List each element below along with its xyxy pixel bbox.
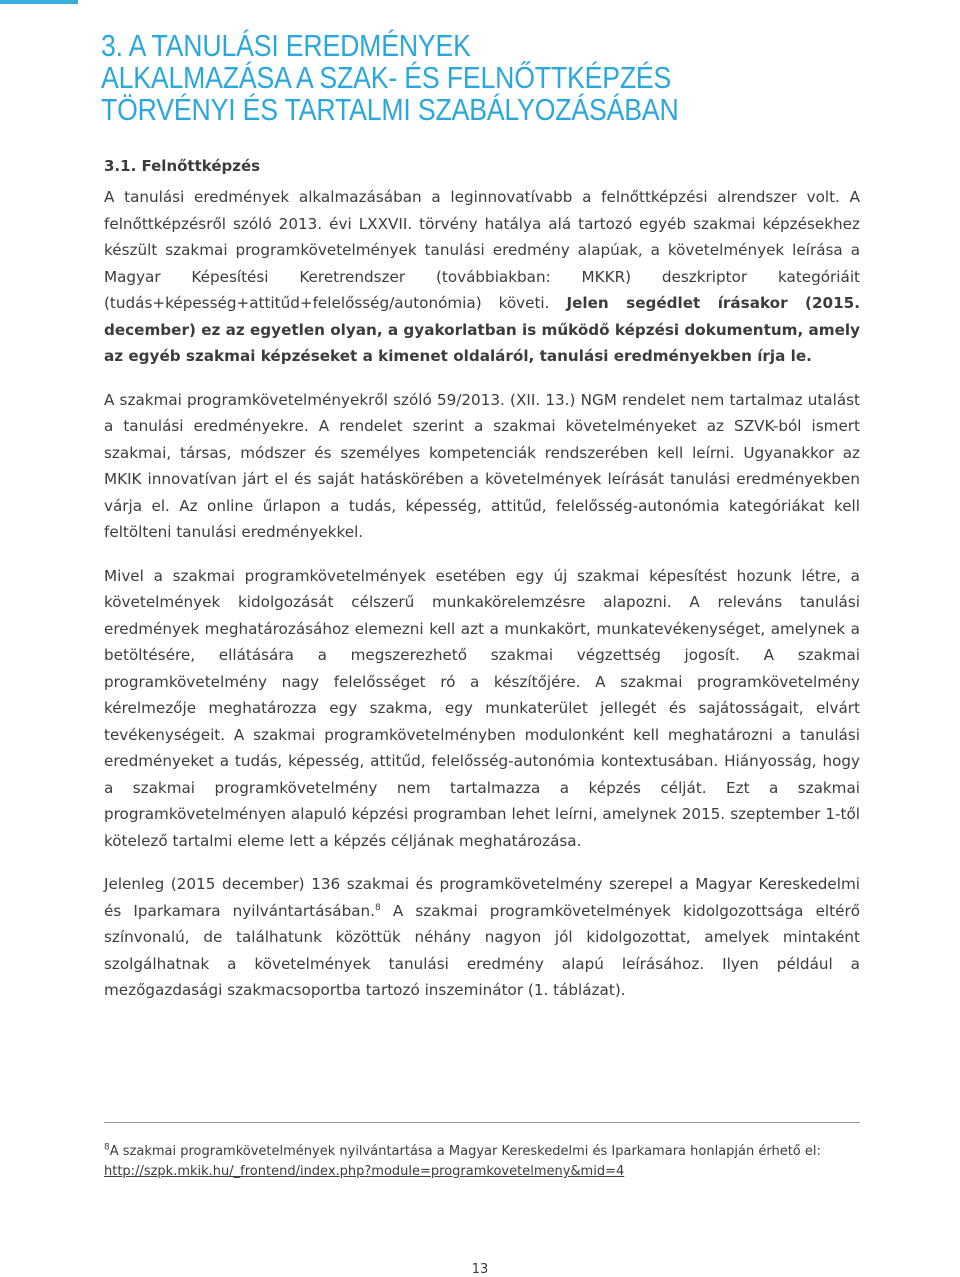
chapter-title [101, 30, 806, 126]
paragraph-4 [104, 871, 860, 1004]
footnote [104, 1142, 864, 1182]
footnote-number: 8 [104, 1142, 110, 1153]
paragraph-4-text-b: A szakmai programkövetelmények kidolgozottsága eltérő színvonalú, de találhatunk közöttük néhány nagyon jól kidolgozottat, amelyek mintaként szolgálhatnak a követelmények tanulási eredmény alapú leírásához. Ilyen például a mezőgazdasági szakmacsoportba tartozó inszeminátor (1. táblázat). [104, 901, 860, 999]
page-number: 13 [471, 1262, 489, 1277]
footnote-divider [104, 1122, 860, 1123]
paragraph-1-bold-text: Jelen segédlet írásakor (2015. december) ez az egyetlen olyan, a gyakorlatban is működő képzési dokumentum, amely az egyéb szakmai képzéseket a kimenet oldaláról, tanulási eredményekben írja le. [104, 294, 861, 365]
paragraph-3: Mivel a szakmai programkövetelmények esetében egy új szakmai képesítést hozunk létre, a követelmények kidolgozását célszerű munkakörelemzésre alapozni. A releváns tanulási eredmények meghatározásához elemezni kell azt a munkakört, munkatevékenységet, amelynek a betöltésére, ellátására a megszerezhető szakmai végzettség jogosít. A szakmai programkövetelmény nagy felelősséget ró a készítőjére. A szakmai programkövetelmény kérelmezője meghatározza egy szakma, egy munkaterület jellegét és sajátosságait, elvárt tevékenységeit. A szakmai programkövetelményben modulonként kell meghatározni a tanulási eredményeket a tudás, képesség, attitűd, felelősség-autonómia kontextusában. Hiányosság, hogy a szakmai programkövetelmény nem tartalmazza a képzés célját. Ezt a szakmai programkövetelményen alapuló képzési programban lehet leírni, amelynek 2015. szeptember 1-től kötelező tartalmi eleme lett a képzés céljának meghatározása. [104, 566, 860, 850]
main-content [104, 154, 860, 1021]
paragraph-1-text: A tanulási eredmények alkalmazásában a leginnovatívabb a felnőttképzési alrendszer volt. A felnőttképzésről szóló 2013. évi LXXVII. törvény hatálya alá tartozó egyéb szakmai képzésekhez készült szakmai programkövetelmények tanulási eredmény alapúak, a követelmények leírása a Magyar Képesítési Keretrendszer (továbbiakban: MKKR) deszkriptor kategóriáit (tudás+képesség+attitűd+felelősség/autonómia) követi. [104, 188, 860, 312]
chapter-title-line: TÖRVÉNYI ÉS TARTALMI SZABÁLYOZÁSÁBAN [101, 92, 679, 127]
chapter-title-line: 3. A TANULÁSI EREDMÉNYEK [101, 28, 471, 63]
top-accent-bar [0, 0, 78, 4]
chapter-title-line: ALKALMAZÁSA A SZAK- ÉS FELNŐTTKÉPZÉS [101, 60, 672, 95]
paragraph-2: A szakmai programkövetelményekről szóló 59/2013. (XII. 13.) NGM rendelet nem tartalmaz utalást a tanulási eredményekre. A rendelet szerint a szakmai követelményeket az SZVK-ból ismert szakmai, társas, módszer és személyes kompetenciák rendszerében kell leírni. Ugyanakkor az MKIK innovatívan járt el és saját hatáskörében a követelmények leírását tanulási eredményekben várja el. Az online űrlapon a tudás, képesség, attitűd, felelősség-autonómia kategóriákat kell feltölteni tanulási eredményekkel. [104, 390, 860, 541]
section-heading: 3.1. Felnőttképzés [104, 157, 261, 175]
footnote-text: A szakmai programkövetelmények nyilvántartása a Magyar Kereskedelmi és Iparkamara honlapján érhető el: [109, 1144, 821, 1159]
footnote-link[interactable]: http://szpk.mkik.hu/_frontend/index.php?module=programkovetelmeny&mid=4 [104, 1164, 625, 1179]
paragraph-1 [104, 184, 860, 370]
paragraph-4-text-a: Jelenleg (2015 december) 136 szakmai és programkövetelmény szerepel a Magyar Kereskedelmi és Iparkamara nyilvántartásában. [104, 875, 860, 920]
footnote-reference[interactable]: 8 [375, 902, 381, 913]
